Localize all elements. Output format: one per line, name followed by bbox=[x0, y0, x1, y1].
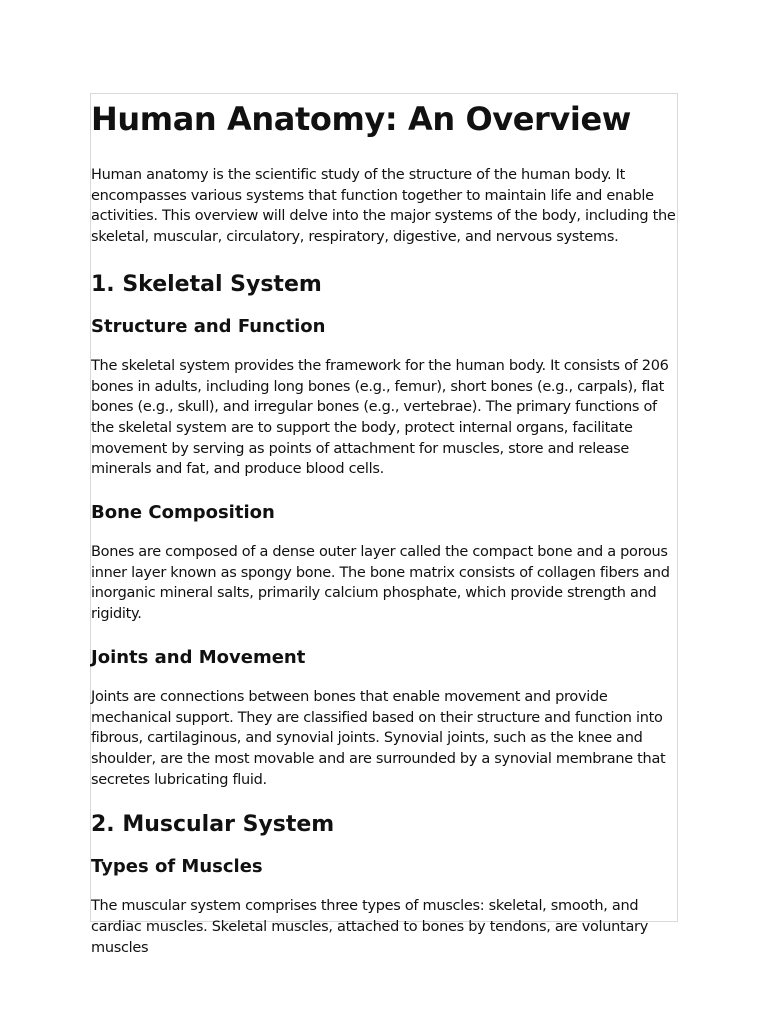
bone-composition-paragraph: Bones are composed of a dense outer layer called the compact bone and a porous inner layer known as spongy bone. The bone matrix consists of collagen fibers and inorganic mineral salts, primarily calcium phosphate, which provide strength and rigidity. bbox=[91, 544, 670, 623]
section-heading-muscular-system: 2. Muscular System bbox=[91, 812, 335, 838]
intro-paragraph: Human anatomy is the scientific study of the structure of the human body. It encompasses various systems that function together to maintain life and enable activities. This overview will delve into the major systems of the body, including the skeletal, muscular, circulatory, respiratory, digestive, and nervous systems. bbox=[91, 167, 676, 246]
subheading-structure-and-function: Structure and Function bbox=[91, 315, 326, 337]
page-title: Human Anatomy: An Overview bbox=[91, 100, 631, 138]
section-heading-skeletal-system: 1. Skeletal System bbox=[91, 271, 322, 297]
types-of-muscles-paragraph: The muscular system comprises three types of muscles: skeletal, smooth, and cardiac muscles. Skeletal muscles, attached to bones by tendons, are voluntary muscles bbox=[91, 898, 648, 956]
structure-and-function-paragraph: The skeletal system provides the framework for the human body. It consists of 206 bones in adults, including long bones (e.g., femur), short bones (e.g., carpals), flat bones (e.g., skull), and irregular bones (e.g., vertebrae). The primary functions of the skeletal system are to support the body, protect internal organs, facilitate movement by serving as points of attachment for muscles, store and release minerals and fat, and produce blood cells. bbox=[91, 357, 669, 478]
subheading-joints-and-movement: Joints and Movement bbox=[91, 646, 306, 668]
document-page bbox=[90, 93, 678, 956]
subheading-bone-composition: Bone Composition bbox=[91, 502, 275, 524]
joints-and-movement-paragraph: Joints are connections between bones that enable movement and provide mechanical support. They are classified based on their structure and function into fibrous, cartilaginous, and synovial joints. Synovial joints, such as the knee and shoulder, are the most movable and are surrounded by a synovial membrane that secretes lubricating fluid. bbox=[91, 688, 666, 788]
subheading-types-of-muscles: Types of Muscles bbox=[91, 856, 263, 878]
